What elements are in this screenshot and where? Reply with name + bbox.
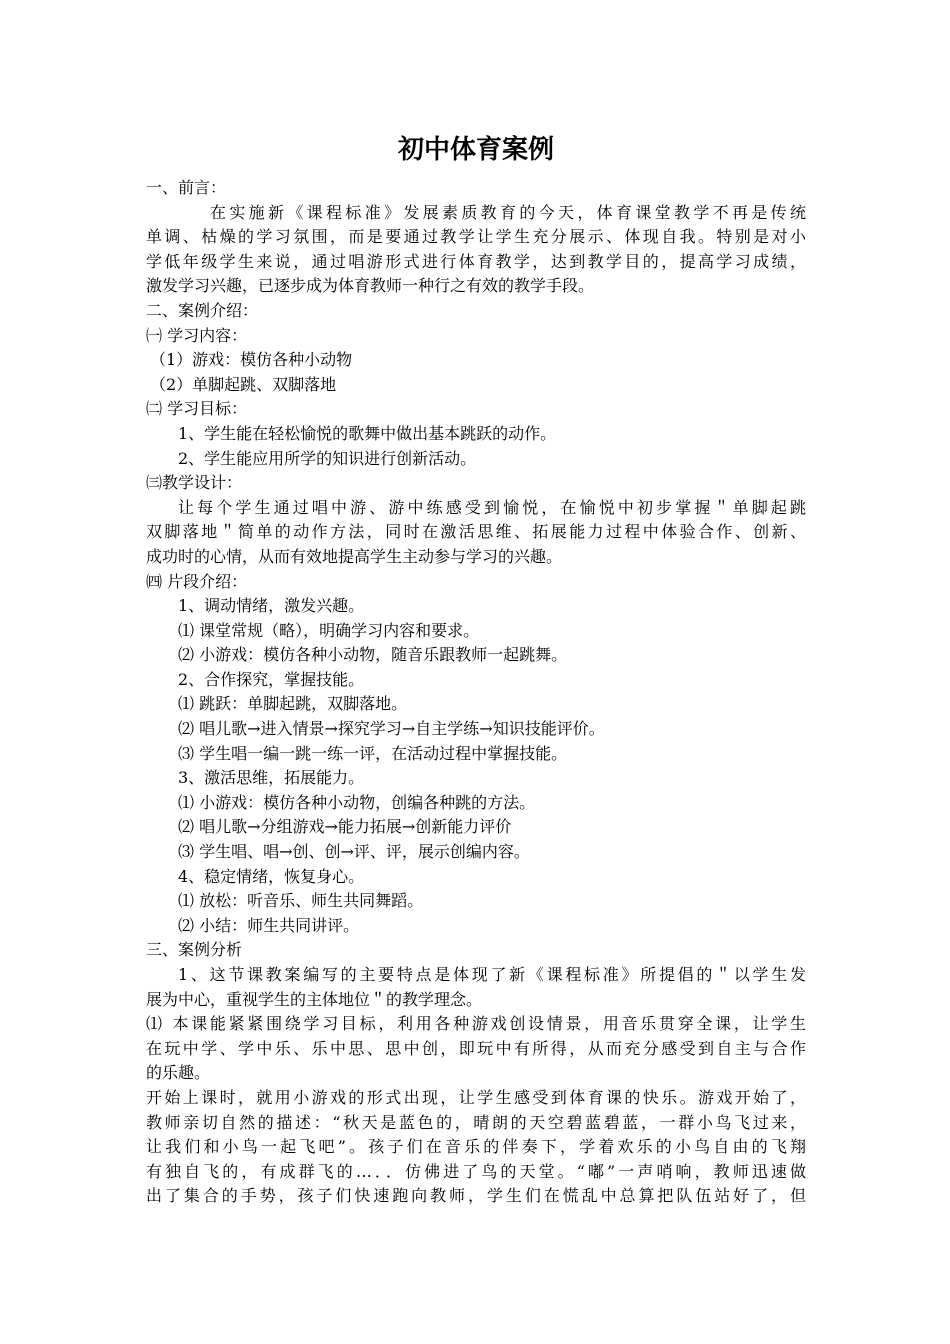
text-line: 4、稳定情绪，恢复身心。 [178, 866, 365, 886]
text-line: ㈣ 片段介绍： [146, 571, 248, 591]
text-line: （1）游戏：模仿各种小动物 [150, 350, 353, 370]
text-line: ⑴ 跳跃：单脚起跳，双脚落地。 [178, 694, 408, 714]
text-line: 1、学生能在轻松愉悦的歌舞中做出基本跳跃的动作。 [178, 423, 557, 443]
text-line: 在玩中学、学中乐、乐中思、思中创，即玩中有所得，从而充分感受到自主与合作 [146, 1038, 806, 1058]
text-line: 的乐趣。 [146, 1063, 211, 1083]
text-line: ⑴ 放松：听音乐、师生共同舞蹈。 [178, 891, 424, 911]
text-line: 在实施新《课程标准》发展素质教育的今天，体育课堂教学不再是传统 [210, 202, 806, 222]
text-line: ⑵ 唱儿歌→分组游戏→能力拓展→创新能力评价 [178, 817, 512, 837]
text-line: 双脚落地＂简单的动作方法，同时在激活思维、拓展能力过程中体验合作、创新、 [146, 522, 806, 542]
text-line: 让每个学生通过唱中游、游中练感受到愉悦，在愉悦中初步掌握＂单脚起跳 [178, 497, 806, 517]
text-line: ⑶ 学生唱一编一跳一练一评，在活动过程中掌握技能。 [178, 743, 568, 763]
document-title: 初中体育案例 [397, 135, 554, 165]
text-line: 学低年级学生来说，通过唱游形式进行体育教学，达到教学目的，提高学习成绩， [146, 251, 806, 271]
text-line: 教师亲切自然的描述：“秋天是蓝色的，晴朗的天空碧蓝碧蓝，一群小鸟飞过来， [146, 1112, 806, 1132]
text-line: 有独自飞的，有成群飞的…．．仿佛进了鸟的天堂。“嘟”一声哨响，教师迅速做 [146, 1161, 806, 1181]
text-line: 2、学生能应用所学的知识进行创新活动。 [178, 448, 477, 468]
text-line: 1、调动情绪，激发兴趣。 [178, 596, 365, 616]
text-line: 一、前言： [146, 178, 227, 197]
text-line: ㈠ 学习内容： [146, 325, 248, 345]
text-line: 让我们和小鸟一起飞吧”。孩子们在音乐的伴奏下，学着欢乐的小鸟自由的飞翔 [146, 1137, 806, 1157]
text-line: 出了集合的手势，孩子们快速跑向教师，学生们在慌乱中总算把队伍站好了，但 [146, 1186, 806, 1206]
text-line: 二、案例介绍： [146, 300, 259, 320]
document-body [146, 176, 806, 1209]
text-line: 成功时的心情，从而有效地提高学生主动参与学习的兴趣。 [146, 546, 563, 566]
text-line: ⑵ 唱儿歌→进入情景→探究学习→自主学练→知识技能评价。 [178, 719, 605, 739]
text-line: 开始上课时，就用小游戏的形式出现，让学生感受到体育课的快乐。游戏开始了， [146, 1087, 806, 1107]
text-line: 激发学习兴趣，已逐步成为体育教师一种行之有效的教学手段。 [146, 276, 595, 296]
text-line: ⑵ 小结：师生共同讲评。 [178, 915, 360, 935]
text-line: （2）单脚起跳、双脚落地 [150, 374, 337, 394]
text-line: 1、这节课教案编写的主要特点是体现了新《课程标准》所提倡的＂以学生发 [178, 965, 806, 984]
text-line: 单调、枯燥的学习氛围，而是要通过教学让学生充分展示、体现自我。特别是对小 [146, 227, 806, 247]
text-line: ⑴ 本课能紧紧围绕学习目标，利用各种游戏创设情景，用音乐贯穿全课，让学生 [146, 1014, 806, 1034]
text-line: ⑵ 小游戏：模仿各种小动物，随音乐跟教师一起跳舞。 [178, 645, 568, 665]
text-line: ㈡ 学习目标： [146, 399, 248, 419]
text-line: ⑴ 小游戏：模仿各种小动物，创编各种跳的方法。 [178, 792, 536, 812]
text-line: ㈢教学设计： [146, 473, 243, 493]
text-line: 2、合作探究，掌握技能。 [178, 669, 365, 689]
text-line: 3、激活思维，拓展能力。 [178, 768, 365, 788]
text-line: 展为中心，重视学生的主体地位＂的教学理念。 [146, 989, 483, 1009]
text-line: ⑶ 学生唱、唱→创、创→评、评，展示创编内容。 [178, 842, 530, 862]
text-line: 三、案例分析 [146, 940, 243, 960]
text-line: ⑴ 课堂常规（略），明确学习内容和要求。 [178, 620, 480, 640]
